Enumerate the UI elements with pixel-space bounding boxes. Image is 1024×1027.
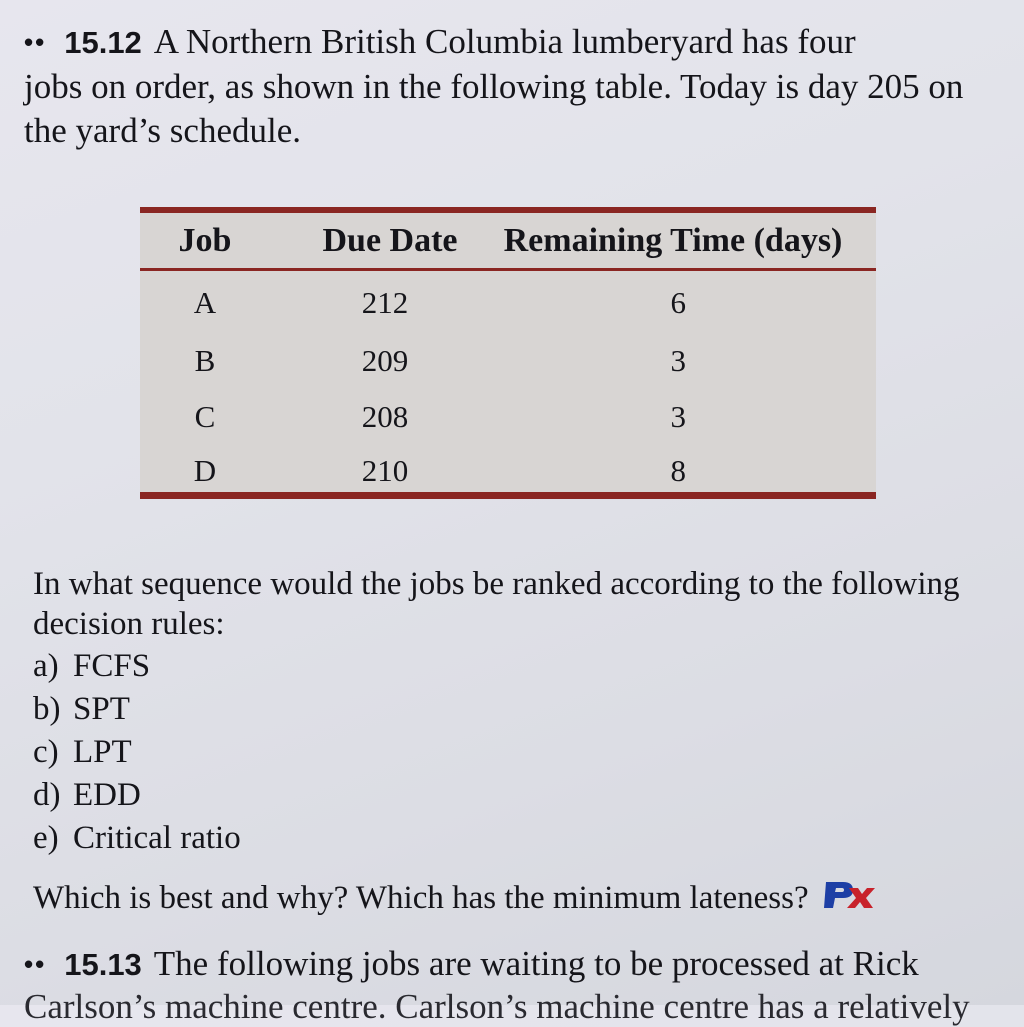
- rule-text: EDD: [73, 777, 141, 813]
- table-top-rule: [140, 207, 876, 213]
- best-question-text: Which is best and why? Which has the minimum lateness?: [33, 880, 809, 916]
- table-cell-due-date: 208: [361, 399, 409, 434]
- px-icon: [823, 880, 875, 920]
- header-remaining-time: Remaining Time (days): [503, 222, 843, 259]
- rule-letter: c): [33, 734, 59, 770]
- decision-rules-list: [33, 645, 241, 860]
- rule-text: SPT: [73, 691, 130, 727]
- table-cell-due-date: 212: [361, 285, 409, 320]
- difficulty-marker: ••: [24, 27, 47, 57]
- table-header-rule: [140, 268, 876, 271]
- rule-text: LPT: [73, 734, 132, 770]
- table-cell-job: A: [193, 285, 217, 320]
- problem-number: 15.12: [64, 25, 142, 60]
- rule-text: Critical ratio: [73, 820, 241, 856]
- rule-text: FCFS: [73, 648, 151, 684]
- table-bottom-rule: [140, 492, 876, 499]
- header-due-date: Due Date: [322, 222, 458, 259]
- question-line-2: decision rules:: [33, 606, 225, 642]
- list-item: [33, 645, 241, 688]
- intro-line-3: the yard’s schedule.: [24, 111, 301, 150]
- jobs-table: [140, 207, 876, 499]
- table-cell-due-date: 210: [361, 453, 409, 488]
- question-text: [33, 564, 993, 644]
- best-question: [33, 878, 875, 920]
- difficulty-marker: ••: [24, 949, 47, 979]
- table-cell-remaining: 8: [670, 453, 686, 488]
- problem-15-13-line-2-partial: Carlson’s machine centre. Carlson’s machine centre has a relatively: [24, 987, 970, 1026]
- table-cell-remaining: 3: [670, 343, 686, 378]
- problem-15-13: [24, 942, 919, 987]
- problem-15-12-intro: [24, 20, 1004, 153]
- list-item: [33, 774, 241, 817]
- table-cell-job: C: [194, 399, 216, 434]
- problem-number: 15.13: [64, 947, 142, 982]
- intro-line-2: jobs on order, as shown in the following table. Today is day 205 on: [24, 67, 964, 106]
- rule-letter: a): [33, 648, 59, 684]
- table-cell-job: B: [194, 343, 216, 378]
- intro-line-1: A Northern British Columbia lumberyard has four: [153, 22, 856, 61]
- rule-letter: b): [33, 691, 61, 727]
- question-line-1: In what sequence would the jobs be ranked according to the following: [33, 566, 960, 602]
- rule-letter: d): [33, 777, 61, 813]
- table-cell-remaining: 6: [670, 285, 686, 320]
- rule-letter: e): [33, 820, 59, 856]
- problem-15-13-line-1: The following jobs are waiting to be processed at Rick: [153, 944, 919, 983]
- list-item: [33, 688, 241, 731]
- header-job: Job: [178, 222, 232, 259]
- table-cell-remaining: 3: [670, 399, 686, 434]
- table-cell-job: D: [193, 453, 217, 488]
- list-item: [33, 731, 241, 774]
- list-item: [33, 817, 241, 860]
- table-cell-due-date: 209: [361, 343, 409, 378]
